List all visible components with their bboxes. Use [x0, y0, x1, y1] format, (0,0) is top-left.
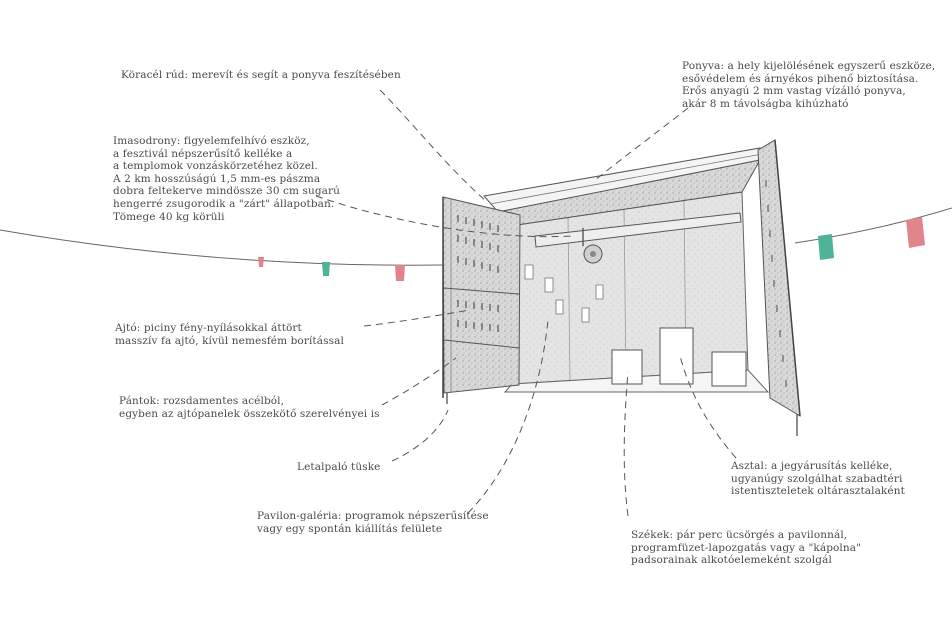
label-ajto: Ajtó: piciny fény-nyílásokkal áttört masszív fa ajtó, kívül nemesfém borítással — [115, 322, 344, 347]
bunting-flag — [818, 234, 834, 260]
label-szekek: Székek: pár perc ücsörgés a pavilonnál, programfüzet-lapozgatás vagy a "kápolna" padsorainak alkotóelemeként szolgál — [631, 529, 862, 567]
leader-letalpalo — [392, 410, 448, 461]
label-pavilon: Pavilon-galéria: programok népszerűsítése vagy egy spontán kiállítás felülete — [257, 510, 489, 535]
leader-koracel — [380, 90, 485, 200]
bunting-flag — [395, 265, 405, 281]
bunting-flag — [322, 262, 330, 276]
bunting-flag — [258, 257, 264, 267]
label-asztal: Asztal: a jegyárusítás kelléke, ugyanúgy szolgálhat szabadtéri istentiszteletek oltárasztalaként — [731, 460, 905, 498]
label-koracel: Köracél rúd: merevít és segít a ponyva feszítésében — [121, 69, 401, 81]
label-letalpalo: Letalpaló tüske — [297, 461, 381, 473]
chair-right — [712, 352, 746, 386]
table — [660, 328, 693, 384]
label-imasodrony: Imasodrony: figyelemfelhívó eszköz, a fesztivál népszerűsítő kelléke a a templomok vonzáskörzetéhez közel. A 2 km hosszúságú 1,5 mm-es pászma dobra feltekerve mindössze 30 cm sugarú hengerré zsugorodik a "zárt" állapotban. Tömege 40 kg körüli — [113, 135, 341, 223]
leader-szekek — [624, 372, 628, 516]
bunting-wire-left — [0, 230, 442, 265]
label-pantok: Pántok: rozsdamentes acélból, egyben az ajtópanelek összekötő szerelvényei is — [119, 395, 380, 420]
bunting-flag — [906, 217, 925, 248]
label-ponyva: Ponyva: a hely kijelölésének egyszerű eszköze, esővédelem és árnyékos pihenő biztosítása. Erős anyagú 2 mm vastag vízálló ponyva, akár 8 m távolságba kihúzható — [682, 60, 936, 110]
